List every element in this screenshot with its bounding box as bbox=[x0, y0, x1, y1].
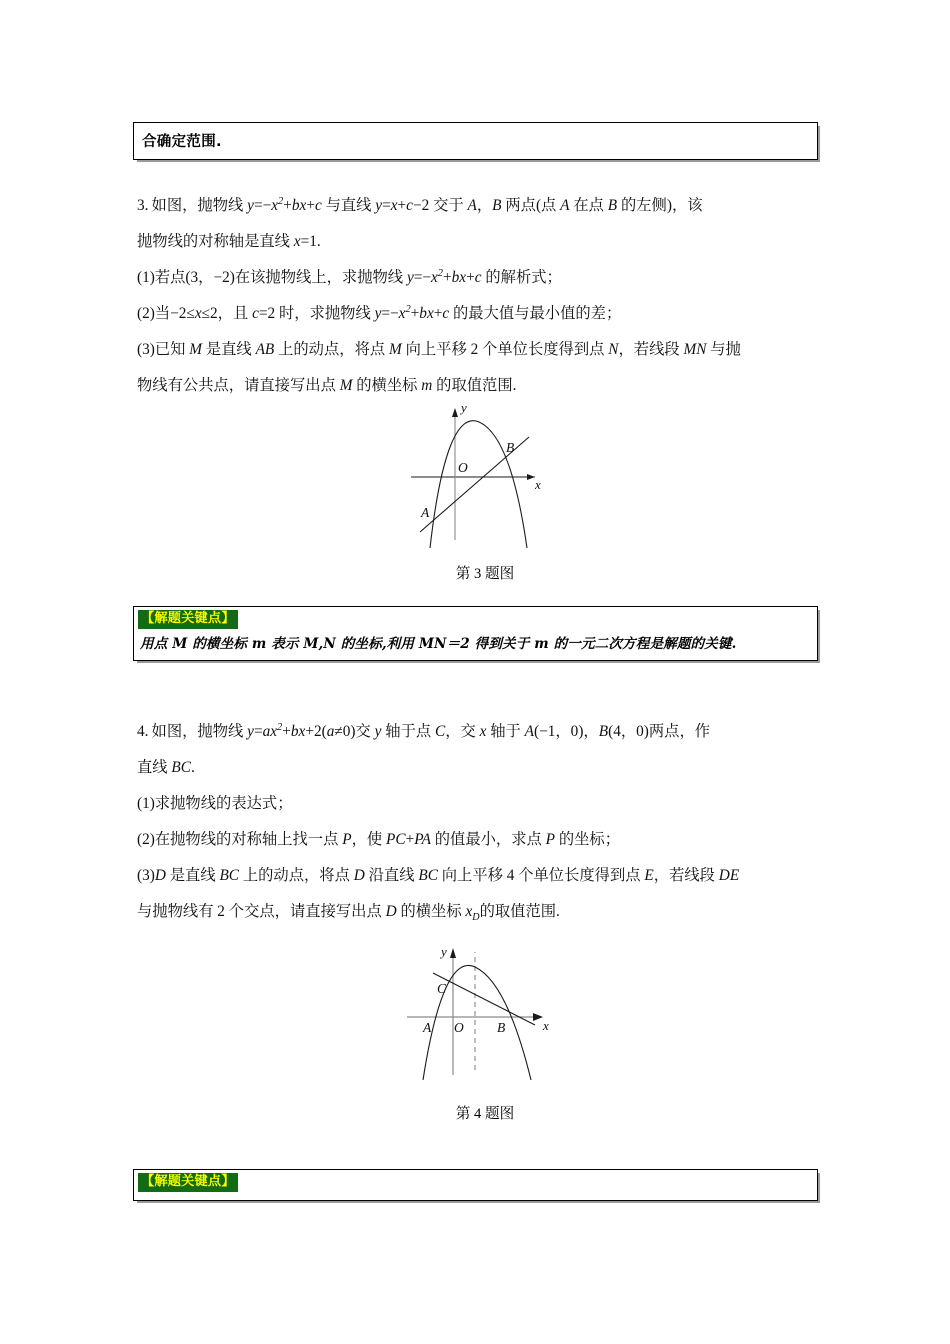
fig3-label-origin: O bbox=[458, 460, 468, 475]
problem4-part2: (2)在抛物线的对称轴上找一点 P，使 PC+PA 的值最小，求点 P 的坐标； bbox=[137, 831, 621, 848]
keypoint-box-2 bbox=[133, 1169, 818, 1201]
fig4-label-b: B bbox=[497, 1020, 506, 1035]
problem4-part3-line1: (3)D 是直线 BC 上的动点，将点 D 沿直线 BC 向上平移 4 个单位长度得到点 E，若线段 DE bbox=[137, 867, 740, 884]
fig3-label-x: x bbox=[535, 477, 541, 492]
keypoint-badge-2: 【解题关键点】 bbox=[138, 1173, 238, 1192]
fig4-label-a: A bbox=[423, 1020, 432, 1035]
problem3-figure bbox=[393, 400, 583, 555]
fig4-label-origin: O bbox=[454, 1020, 464, 1035]
problem3-stem-line2: 抛物线的对称轴是直线 x=1. bbox=[137, 233, 321, 250]
keypoint-body-1: 用点 M 的横坐标 m 表示 M,N 的坐标,利用 MN＝2 得到关于 m 的一元二次方程是解题的关键. bbox=[140, 636, 737, 652]
continuation-box bbox=[133, 122, 818, 160]
fig4-label-y: y bbox=[441, 944, 447, 959]
problem3-part2: (2)当−2≤x≤2，且 c=2 时，求抛物线 $y=-x^2+bx+c$ 的最大值与最小值的差； bbox=[137, 303, 622, 322]
problem3-figure-caption: 第 3 题图 bbox=[455, 566, 515, 582]
problem4-figure-caption: 第 4 题图 bbox=[455, 1106, 515, 1122]
fig4-label-x: x bbox=[543, 1018, 549, 1033]
problem4-figure bbox=[383, 940, 583, 1110]
fig4-label-c: C bbox=[437, 981, 447, 996]
fig3-label-y: y bbox=[461, 400, 467, 415]
keypoint-box-1 bbox=[133, 606, 818, 661]
problem4-part1: (1)求抛物线的表达式； bbox=[137, 795, 293, 812]
keypoint-badge-1: 【解题关键点】 bbox=[138, 610, 238, 629]
problem3-part3-line2: 物线有公共点，请直接写出点 M 的横坐标 m 的取值范围. bbox=[137, 377, 517, 394]
problem3-part1: (1)若点(3，−2)在该抛物线上，求抛物线 $y=-x^2+bx+c$ 的解析式； bbox=[137, 267, 562, 286]
fig3-label-a: A bbox=[421, 505, 430, 520]
problem3-stem-line1: 3. 如图，抛物线 $y=-x^2+bx+c$ 与直线 y=x+c−2 交于 A，B 两点(点 A 在点 B 的左侧)，该 bbox=[137, 195, 703, 214]
fig3-label-b: B bbox=[506, 440, 515, 455]
problem3-part3-line1: (3)已知 M 是直线 AB 上的动点，将点 M 向上平移 2 个单位长度得到点 N，若线段 MN 与抛 bbox=[137, 341, 741, 358]
continuation-text: 合确定范围. bbox=[142, 134, 222, 150]
problem4-stem-line2: 直线 BC. bbox=[137, 759, 195, 776]
problem4-stem-line1: 4. 如图，抛物线 $y=ax^2+bx+2(a\ne 0)$交 y 轴于点 C，交 x 轴于 A(−1，0)，B(4，0)两点，作 bbox=[137, 721, 711, 740]
problem4-part3-line2: 与抛物线有 2 个交点，请直接写出点 D 的横坐标 $x_D$的取值范围. bbox=[137, 903, 560, 924]
